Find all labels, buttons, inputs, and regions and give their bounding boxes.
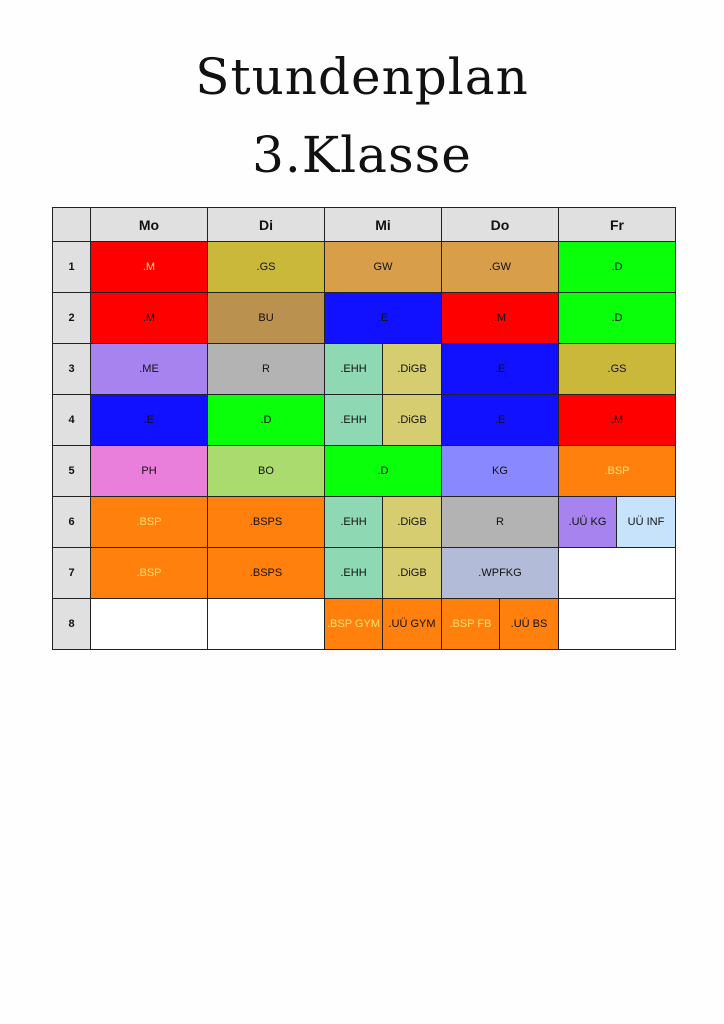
lesson-cell: UÜ INF bbox=[617, 497, 676, 548]
table-row bbox=[53, 548, 676, 599]
lesson-cell: .M bbox=[91, 242, 208, 293]
lesson-cell: .M bbox=[91, 293, 208, 344]
table-row bbox=[53, 446, 676, 497]
row-number: 3 bbox=[53, 344, 91, 395]
day-header-mo: Mo bbox=[91, 208, 208, 242]
lesson-cell: R bbox=[208, 344, 325, 395]
lesson-cell: .GS bbox=[208, 242, 325, 293]
lesson-cell: .D bbox=[208, 395, 325, 446]
empty-cell bbox=[559, 548, 676, 599]
lesson-cell: .UÜ BS bbox=[500, 599, 559, 650]
row-number: 6 bbox=[53, 497, 91, 548]
header-row bbox=[53, 208, 676, 242]
lesson-cell: .WPFKG bbox=[442, 548, 559, 599]
lesson-cell: .DiGB bbox=[383, 344, 442, 395]
lesson-cell: .EHH bbox=[325, 497, 383, 548]
lesson-cell: GW bbox=[325, 242, 442, 293]
lesson-cell: KG bbox=[442, 446, 559, 497]
lesson-cell: .EHH bbox=[325, 344, 383, 395]
page-title: Stundenplan bbox=[195, 48, 529, 106]
lesson-cell: .GW bbox=[442, 242, 559, 293]
lesson-cell: .GS bbox=[559, 344, 676, 395]
row-number: 2 bbox=[53, 293, 91, 344]
table-row bbox=[53, 497, 676, 548]
row-number: 5 bbox=[53, 446, 91, 497]
lesson-cell: BO bbox=[208, 446, 325, 497]
lesson-cell: .D bbox=[325, 446, 442, 497]
lesson-cell: .DiGB bbox=[383, 497, 442, 548]
lesson-cell: .E bbox=[91, 395, 208, 446]
row-number: 8 bbox=[53, 599, 91, 650]
lesson-cell: PH bbox=[91, 446, 208, 497]
lesson-cell: .M bbox=[442, 293, 559, 344]
lesson-cell: .BSP bbox=[91, 548, 208, 599]
lesson-cell: .ME bbox=[91, 344, 208, 395]
lesson-cell: .EHH bbox=[325, 395, 383, 446]
lesson-cell: .EHH bbox=[325, 548, 383, 599]
lesson-cell: .DiGB bbox=[383, 548, 442, 599]
row-number: 1 bbox=[53, 242, 91, 293]
lesson-cell: .E bbox=[442, 395, 559, 446]
day-header-di: Di bbox=[208, 208, 325, 242]
lesson-cell: .E bbox=[442, 344, 559, 395]
day-header-do: Do bbox=[442, 208, 559, 242]
timetable bbox=[52, 207, 676, 650]
empty-cell bbox=[208, 599, 325, 650]
table-row bbox=[53, 395, 676, 446]
lesson-cell: .D bbox=[559, 293, 676, 344]
row-number: 4 bbox=[53, 395, 91, 446]
lesson-cell: .E bbox=[325, 293, 442, 344]
lesson-cell: R bbox=[442, 497, 559, 548]
table-row bbox=[53, 293, 676, 344]
corner-cell bbox=[53, 208, 91, 242]
row-number: 7 bbox=[53, 548, 91, 599]
lesson-cell: .D bbox=[559, 242, 676, 293]
lesson-cell: .BSP bbox=[91, 497, 208, 548]
lesson-cell: .M bbox=[559, 395, 676, 446]
lesson-cell: .BSP FB bbox=[442, 599, 500, 650]
day-header-mi: Mi bbox=[325, 208, 442, 242]
lesson-cell: .BSPS bbox=[208, 497, 325, 548]
table-row bbox=[53, 242, 676, 293]
table-row bbox=[53, 599, 676, 650]
lesson-cell: .BSP bbox=[559, 446, 676, 497]
lesson-cell: .UÜ KG bbox=[559, 497, 617, 548]
empty-cell bbox=[91, 599, 208, 650]
page-subtitle: 3.Klasse bbox=[252, 126, 472, 184]
lesson-cell: .UÜ GYM bbox=[383, 599, 442, 650]
day-header-fr: Fr bbox=[559, 208, 676, 242]
empty-cell bbox=[559, 599, 676, 650]
lesson-cell: .DiGB bbox=[383, 395, 442, 446]
lesson-cell: BU bbox=[208, 293, 325, 344]
table-row bbox=[53, 344, 676, 395]
lesson-cell: .BSPS bbox=[208, 548, 325, 599]
lesson-cell: .BSP GYM bbox=[325, 599, 383, 650]
